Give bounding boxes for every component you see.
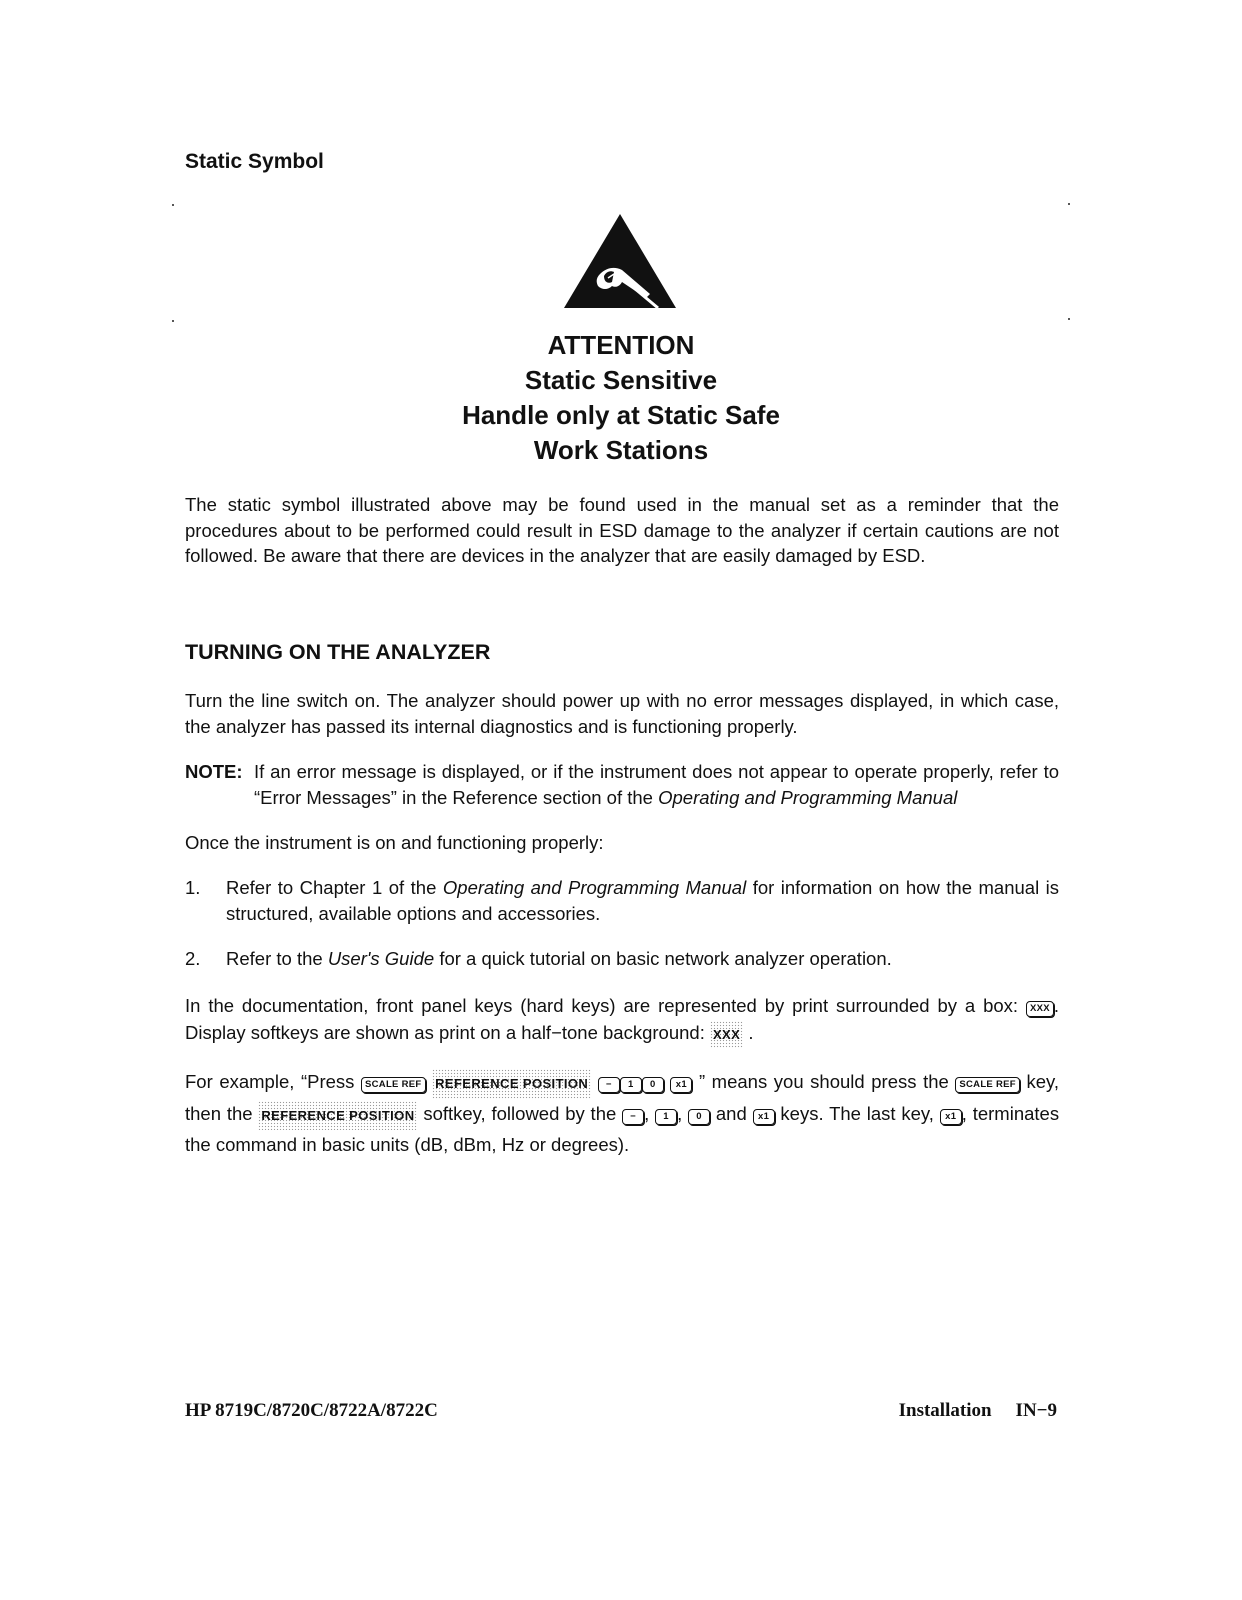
section-heading: TURNING ON THE ANALYZER — [185, 640, 491, 664]
list-text-post: for a quick tutorial on basic network analyzer operation. — [439, 948, 892, 969]
text: . Display softkeys are shown as print on a half−tone background: — [185, 995, 1060, 1043]
list-text-title: User's Guide — [327, 948, 435, 969]
text: key, then the — [185, 1071, 1060, 1124]
footer-page-info — [899, 1400, 1057, 1422]
list-text-pre: Refer to the — [226, 948, 323, 969]
list-number: 2. — [185, 948, 201, 969]
list-text-post: for information on how the manual is structured, available options and accessories. — [226, 877, 1060, 924]
once-on-paragraph: Once the instrument is on and functioning properly: — [185, 832, 604, 853]
text: ” means you should press the — [698, 1071, 949, 1092]
softkey-example: XXX — [710, 1021, 743, 1048]
footer-section: Installation — [898, 1400, 992, 1421]
list-item — [185, 946, 1059, 972]
scan-dot — [1068, 203, 1070, 205]
attention-line: Handle only at Static Safe — [462, 400, 780, 430]
hardkey-minus: − — [598, 1077, 620, 1093]
footer-model: HP 8719C/8720C/8722A/8722C — [185, 1400, 438, 1421]
hardkey-0: 0 — [642, 1077, 664, 1093]
example-paragraph: For example, “Press SCALE REF REFERENCE POSITION − 1 0 x1 ” means you should press the SCALE REF key, then the REFERENCE POSITION softkey, followed by the − , 1 , 0 and x1 keys. The last key, x1 , terminates the command in basic units (dB, dBm, Hz or degrees). — [185, 1071, 1060, 1155]
list-number: 1. — [185, 877, 201, 898]
hardkey-x1: x1 — [753, 1109, 775, 1125]
key-notation-paragraph — [185, 992, 1059, 1048]
hardkey-1: 1 — [655, 1109, 677, 1125]
text: and — [715, 1102, 747, 1124]
page-title: Static Symbol — [185, 150, 324, 173]
hardkey-1: 1 — [620, 1077, 642, 1093]
softkey-reference-position: REFERENCE POSITION — [258, 1101, 417, 1131]
esd-hand-triangle-icon — [562, 212, 678, 310]
softkey-reference-position: REFERENCE POSITION — [432, 1069, 591, 1099]
text: , terminates the command in basic units (dB, dBm, Hz or degrees). — [185, 1102, 1060, 1155]
attention-line: Work Stations — [533, 435, 709, 465]
hardkey-example: XXX — [1026, 1001, 1054, 1017]
hardkey-x1: x1 — [670, 1077, 692, 1093]
intro-paragraph: The static symbol illustrated above may be found used in the manual set as a reminder that the procedures about to be performed could result in ESD damage to the analyzer if certain cautions are not followed. Be aware that there are devices in the analyzer that are easily damaged by ESD. — [185, 494, 1059, 566]
hardkey-scale-ref: SCALE REF — [361, 1077, 426, 1093]
text: For example, “Press — [185, 1071, 355, 1092]
list-item — [185, 875, 1059, 926]
note-text-main: If an error message is displayed, or if the instrument does not appear to operate properly, refer to “Error Messages” in the Reference section of the — [254, 761, 1059, 808]
hardkey-x1: x1 — [940, 1109, 962, 1125]
power-on-paragraph: Turn the line switch on. The analyzer should power up with no error messages displayed, in which case, the analyzer has passed its internal diagnostics and is functioning properly. — [185, 690, 1059, 737]
text: softkey, followed by the — [423, 1102, 617, 1124]
hardkey-scale-ref: SCALE REF — [955, 1077, 1020, 1093]
text: . — [748, 1022, 754, 1043]
list-text — [226, 875, 1059, 926]
note-manual-title: Operating and Programming Manual — [658, 786, 958, 808]
hardkey-0: 0 — [688, 1109, 710, 1125]
note-block — [185, 759, 1059, 810]
list-text-title: Operating and Programming Manual — [442, 877, 747, 898]
attention-line: Static Sensitive — [524, 365, 718, 395]
footer-page-number: IN−9 — [1015, 1400, 1057, 1421]
scan-dot — [1068, 318, 1070, 320]
list-text — [226, 946, 1059, 972]
scan-dot — [172, 204, 174, 206]
note-text — [254, 759, 1059, 810]
hardkey-minus: − — [622, 1109, 644, 1125]
attention-heading: ATTENTION — [547, 330, 695, 360]
text: In the documentation, front panel keys (hard keys) are represented by print surrounded by a box: — [185, 995, 1019, 1016]
note-label: NOTE: — [185, 761, 243, 782]
scan-dot — [172, 320, 174, 322]
text: keys. The last key, — [780, 1102, 934, 1124]
list-text-pre: Refer to Chapter 1 of the — [226, 877, 437, 898]
